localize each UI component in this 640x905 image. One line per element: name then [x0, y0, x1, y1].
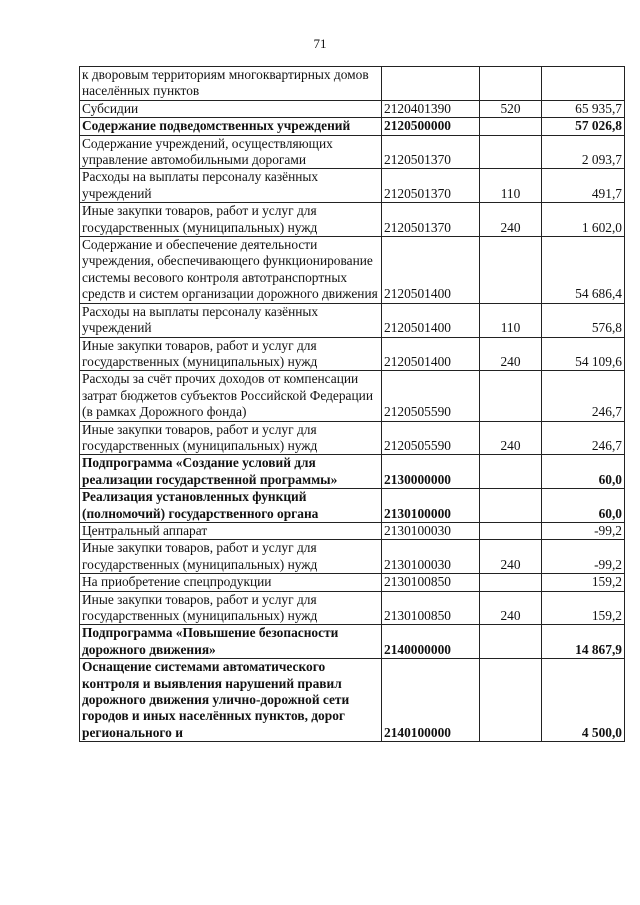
- table-row: [80, 625, 625, 659]
- row-sum-cell: 60,0: [542, 489, 625, 523]
- row-code-cell: 2120501370: [382, 135, 480, 169]
- row-code-cell: [382, 67, 480, 101]
- row-name-cell: Содержание учреждений, осуществляющих управление автомобильными дорогами: [80, 135, 382, 169]
- row-code-cell: 2120501400: [382, 237, 480, 304]
- row-type-cell: 240: [480, 421, 542, 455]
- row-sum-cell: 4 500,0: [542, 659, 625, 742]
- row-type-cell: [480, 574, 542, 591]
- row-sum-cell: 159,2: [542, 574, 625, 591]
- row-sum-cell: 65 935,7: [542, 100, 625, 117]
- table-row: [80, 659, 625, 742]
- table-row: [80, 118, 625, 135]
- row-name-cell: Содержание подведомственных учреждений: [80, 118, 382, 135]
- page-number: 71: [313, 36, 327, 51]
- row-type-cell: [480, 237, 542, 304]
- row-type-cell: 240: [480, 203, 542, 237]
- table-row: [80, 371, 625, 421]
- row-code-cell: 2120401390: [382, 100, 480, 117]
- row-sum-cell: 54 109,6: [542, 337, 625, 371]
- row-type-cell: 240: [480, 540, 542, 574]
- table-row: [80, 135, 625, 169]
- row-sum-cell: 246,7: [542, 421, 625, 455]
- row-type-cell: [480, 625, 542, 659]
- row-code-cell: 2120500000: [382, 118, 480, 135]
- table-row: [80, 67, 625, 101]
- row-code-cell: 2120501400: [382, 337, 480, 371]
- table-row: [80, 522, 625, 539]
- table-row: [80, 100, 625, 117]
- row-name-cell: Содержание и обеспечение деятельности учреждения, обеспечивающего функционирование системы весового контроля автотранспортных средств и систем организации дорожного движения: [80, 237, 382, 304]
- row-type-cell: [480, 67, 542, 101]
- row-name-cell: Подпрограмма «Создание условий для реализации государственной программы»: [80, 455, 382, 489]
- row-code-cell: 2120505590: [382, 421, 480, 455]
- row-type-cell: 520: [480, 100, 542, 117]
- row-code-cell: 2130100030: [382, 522, 480, 539]
- row-sum-cell: -99,2: [542, 522, 625, 539]
- row-code-cell: 2120501370: [382, 169, 480, 203]
- row-type-cell: 240: [480, 591, 542, 625]
- row-type-cell: [480, 135, 542, 169]
- budget-table: [79, 66, 625, 742]
- row-sum-cell: 576,8: [542, 303, 625, 337]
- row-name-cell: Расходы на выплаты персоналу казённых учреждений: [80, 303, 382, 337]
- row-name-cell: Иные закупки товаров, работ и услуг для государственных (муниципальных) нужд: [80, 421, 382, 455]
- table-row: [80, 303, 625, 337]
- row-code-cell: 2130000000: [382, 455, 480, 489]
- table-row: [80, 540, 625, 574]
- row-name-cell: Субсидии: [80, 100, 382, 117]
- table-row: [80, 203, 625, 237]
- row-name-cell: к дворовым территориям многоквартирных домов населённых пунктов: [80, 67, 382, 101]
- row-type-cell: [480, 118, 542, 135]
- row-code-cell: 2120505590: [382, 371, 480, 421]
- row-name-cell: На приобретение спецпродукции: [80, 574, 382, 591]
- budget-table-body: [80, 67, 625, 742]
- table-row: [80, 421, 625, 455]
- row-name-cell: Расходы на выплаты персоналу казённых учреждений: [80, 169, 382, 203]
- row-name-cell: Центральный аппарат: [80, 522, 382, 539]
- row-code-cell: 2130100850: [382, 574, 480, 591]
- row-sum-cell: 57 026,8: [542, 118, 625, 135]
- row-sum-cell: 246,7: [542, 371, 625, 421]
- row-code-cell: 2120501370: [382, 203, 480, 237]
- row-type-cell: [480, 371, 542, 421]
- row-code-cell: 2130100030: [382, 540, 480, 574]
- row-sum-cell: 14 867,9: [542, 625, 625, 659]
- row-sum-cell: 159,2: [542, 591, 625, 625]
- row-type-cell: [480, 489, 542, 523]
- row-code-cell: 2130100850: [382, 591, 480, 625]
- row-type-cell: 240: [480, 337, 542, 371]
- row-type-cell: [480, 455, 542, 489]
- row-name-cell: Иные закупки товаров, работ и услуг для государственных (муниципальных) нужд: [80, 337, 382, 371]
- row-sum-cell: -99,2: [542, 540, 625, 574]
- table-row: [80, 489, 625, 523]
- row-sum-cell: 54 686,4: [542, 237, 625, 304]
- table-row: [80, 237, 625, 304]
- row-type-cell: 110: [480, 169, 542, 203]
- row-type-cell: 110: [480, 303, 542, 337]
- row-name-cell: Иные закупки товаров, работ и услуг для государственных (муниципальных) нужд: [80, 540, 382, 574]
- row-name-cell: Иные закупки товаров, работ и услуг для государственных (муниципальных) нужд: [80, 203, 382, 237]
- table-row: [80, 455, 625, 489]
- row-code-cell: 2120501400: [382, 303, 480, 337]
- table-row: [80, 591, 625, 625]
- row-code-cell: 2130100000: [382, 489, 480, 523]
- row-name-cell: Расходы за счёт прочих доходов от компенсации затрат бюджетов субъектов Российской Федерации (в рамках Дорожного фонда): [80, 371, 382, 421]
- row-name-cell: Реализация установленных функций (полномочий) государственного органа: [80, 489, 382, 523]
- row-name-cell: Оснащение системами автоматического контроля и выявления нарушений правил дорожного движения улично-дорожной сети городов и иных населённых пунктов, дорог регионального и: [80, 659, 382, 742]
- table-row: [80, 169, 625, 203]
- row-code-cell: 2140100000: [382, 659, 480, 742]
- table-row: [80, 337, 625, 371]
- row-sum-cell: 491,7: [542, 169, 625, 203]
- row-sum-cell: 60,0: [542, 455, 625, 489]
- row-name-cell: Иные закупки товаров, работ и услуг для государственных (муниципальных) нужд: [80, 591, 382, 625]
- row-sum-cell: 2 093,7: [542, 135, 625, 169]
- table-row: [80, 574, 625, 591]
- row-sum-cell: 1 602,0: [542, 203, 625, 237]
- row-type-cell: [480, 659, 542, 742]
- row-type-cell: [480, 522, 542, 539]
- row-code-cell: 2140000000: [382, 625, 480, 659]
- row-sum-cell: [542, 67, 625, 101]
- row-name-cell: Подпрограмма «Повышение безопасности дорожного движения»: [80, 625, 382, 659]
